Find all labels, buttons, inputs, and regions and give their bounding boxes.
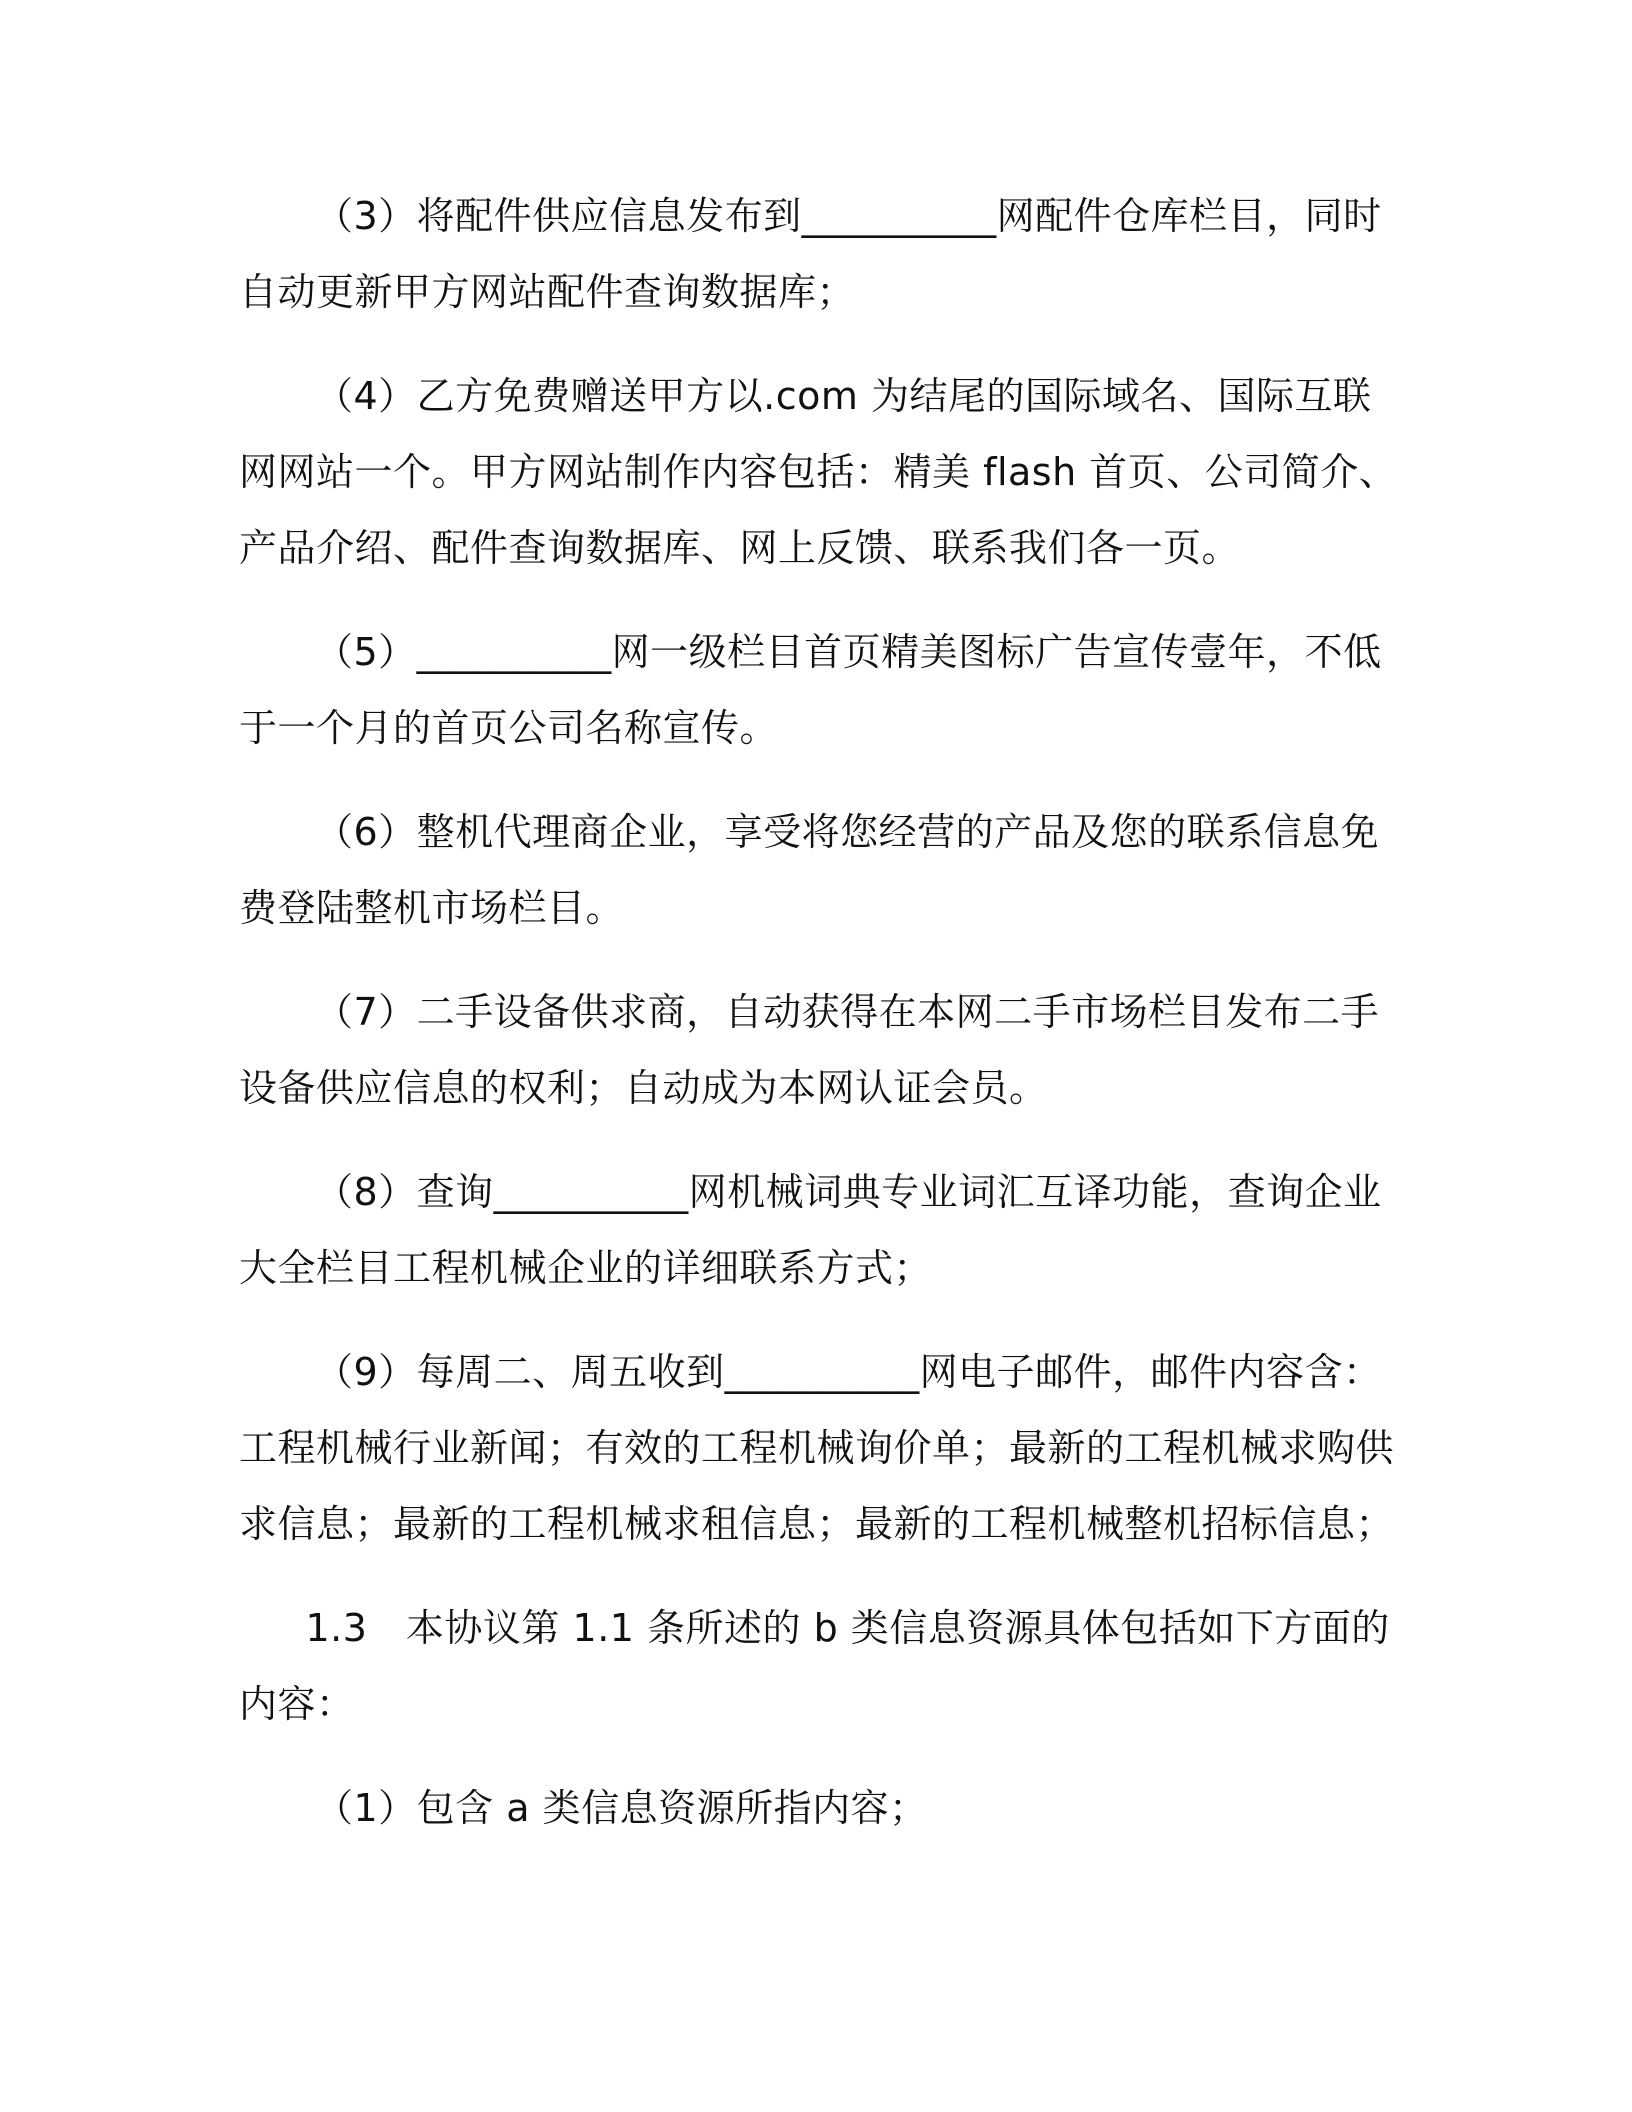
paragraph-item-9: （9）每周二、周五收到__________网电子邮件，邮件内容含：工程机械行业新闻；有效的工程机械询价单；最新的工程机械求购供求信息；最新的工程机械求租信息；最新的工程机械整机招标信息； xyxy=(239,1350,1395,1546)
paragraph-item-5: （5）__________网一级栏目首页精美图标广告宣传壹年，不低于一个月的首页公司名称宣传。 xyxy=(239,630,1382,750)
section-1-3-paragraph: 1.3 本协议第 1.1 条所述的 b 类信息资源具体包括如下方面的内容： xyxy=(239,1606,1390,1726)
paragraph-item-7: （7）二手设备供求商，自动获得在本网二手市场栏目发布二手设备供应信息的权利；自动成为本网认证会员。 xyxy=(239,990,1380,1110)
paragraph-item-6: （6）整机代理商企业，享受将您经营的产品及您的联系信息免费登陆整机市场栏目。 xyxy=(239,810,1380,930)
paragraph-sub-item-1: （1）包含 a 类信息资源所指内容； xyxy=(315,1786,928,1830)
paragraph-item-3: （3）将配件供应信息发布到__________网配件仓库栏目，同时自动更新甲方网站配件查询数据库； xyxy=(239,194,1382,314)
paragraph-item-8: （8）查询__________网机械词典专业词汇互译功能，查询企业大全栏目工程机械企业的详细联系方式； xyxy=(239,1170,1382,1290)
paragraph-item-4: （4）乙方免费赠送甲方以.com 为结尾的国际域名、国际互联网网站一个。甲方网站制作内容包括：精美 flash 首页、公司简介、产品介绍、配件查询数据库、网上反馈、联系我们各一页。 xyxy=(239,374,1398,570)
